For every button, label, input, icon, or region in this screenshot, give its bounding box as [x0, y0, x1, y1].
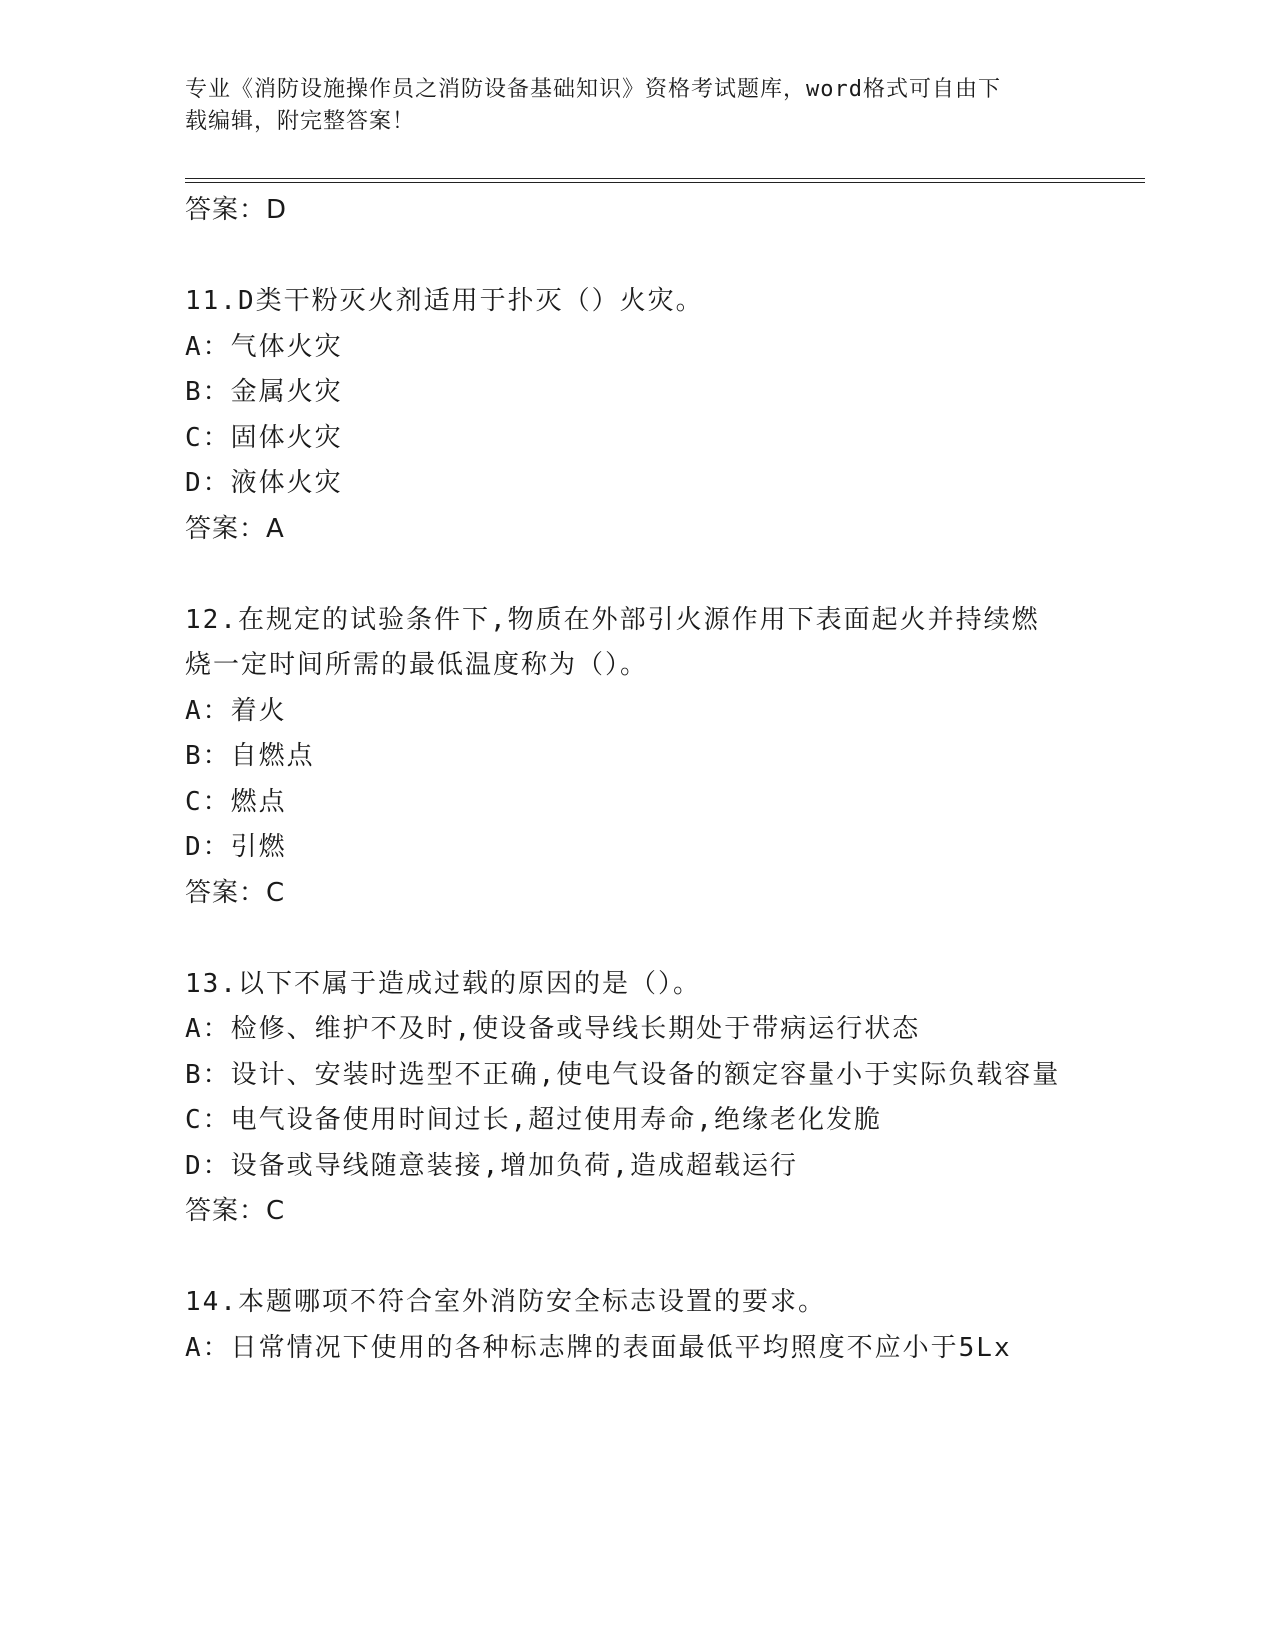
answer-line: 答案：C	[185, 1196, 286, 1226]
question-13	[185, 962, 1065, 1235]
option-b: B：自燃点	[185, 741, 315, 771]
spacer	[185, 1235, 1065, 1281]
option-b: B：设计、安装时选型不正确,使电气设备的额定容量小于实际负载容量	[185, 1059, 1061, 1090]
option-c: C：固体火灾	[185, 422, 343, 453]
question-stem: 13.以下不属于造成过载的原因的是（）。	[185, 968, 701, 999]
answer-line: 答案：C	[185, 877, 286, 908]
question-stem: 12.在规定的试验条件下,物质在外部引火源作用下表面起火并持续燃烧一定时间所需的最低温度称为（）。	[185, 604, 1040, 680]
spacer	[185, 552, 1065, 598]
answer-line: 答案：D	[185, 195, 288, 225]
question-12	[185, 598, 1065, 917]
question-11	[185, 279, 1065, 552]
question-14	[185, 1280, 1065, 1371]
header-divider-bottom	[185, 182, 1145, 183]
header-line-1: 专业《消防设施操作员之消防设备基础知识》资格考试题库，word格式可自由下	[185, 77, 1001, 102]
option-d: D：引燃	[185, 832, 287, 862]
option-a: A：日常情况下使用的各种标志牌的表面最低平均照度不应小于5Lx	[185, 1332, 1012, 1363]
spacer	[185, 234, 1065, 280]
option-d: D：液体火灾	[185, 468, 343, 498]
option-b: B：金属火灾	[185, 377, 343, 407]
question-stem: 14.本题哪项不符合室外消防安全标志设置的要求。	[185, 1287, 826, 1317]
question-list	[185, 188, 1065, 1371]
option-a: A：着火	[185, 695, 287, 726]
option-a: A：检修、维护不及时,使设备或导线长期处于带病运行状态	[185, 1014, 921, 1044]
option-d: D：设备或导线随意装接,增加负荷,造成超载运行	[185, 1150, 798, 1181]
spacer	[185, 916, 1065, 962]
answer-line: 答案：A	[185, 513, 285, 544]
option-c: C：燃点	[185, 786, 287, 817]
header-divider-top	[185, 178, 1145, 179]
document-header	[185, 74, 1065, 138]
option-a: A：气体火灾	[185, 331, 343, 362]
option-c: C：电气设备使用时间过长,超过使用寿命,绝缘老化发脆	[185, 1105, 882, 1135]
header-line-2: 载编辑，附完整答案！	[185, 109, 416, 134]
question-stem: 11.D类干粉灭火剂适用于扑灭（）火灾。	[185, 286, 704, 316]
